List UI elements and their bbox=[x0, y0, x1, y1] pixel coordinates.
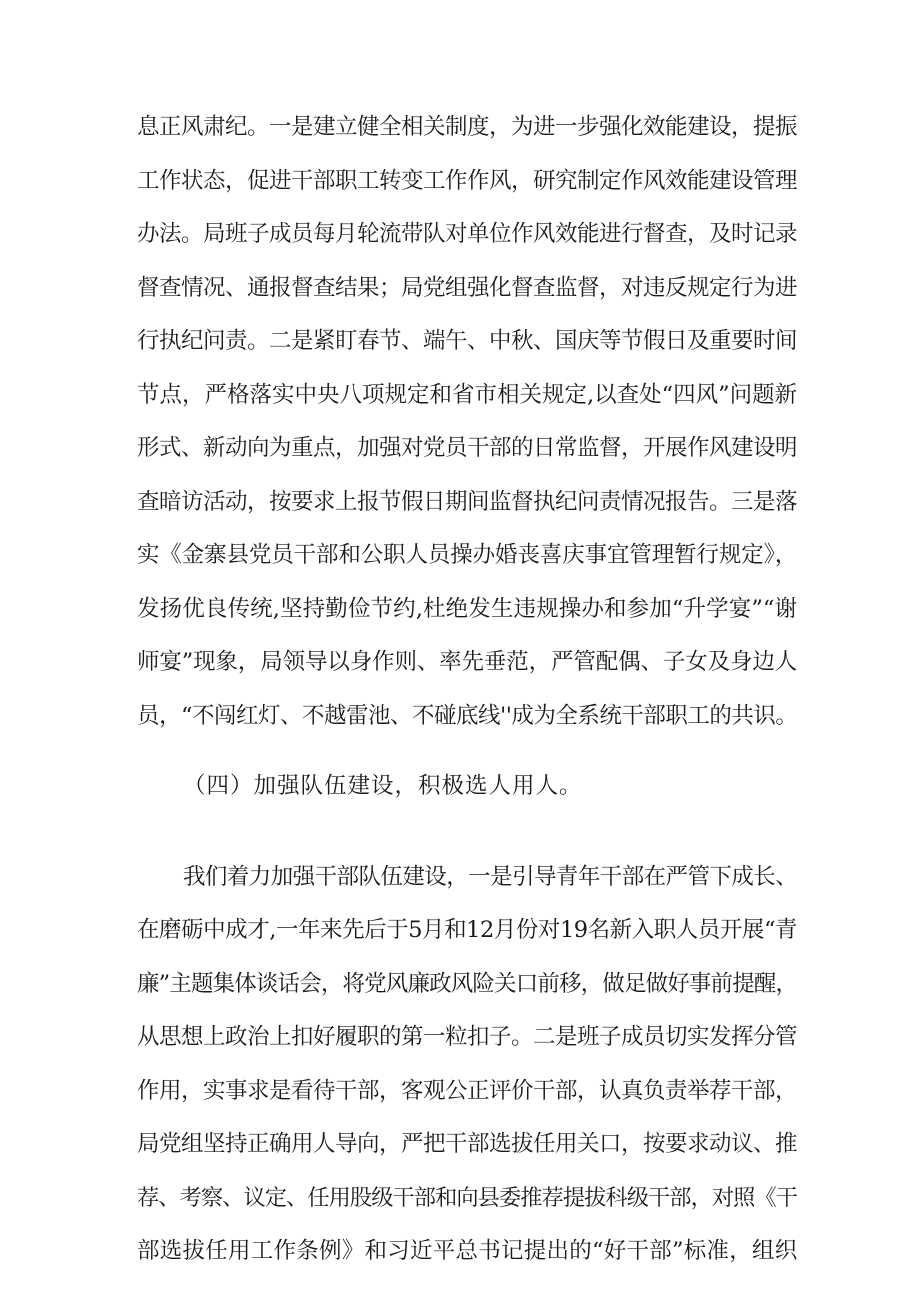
paragraph-line: 节点，严格落实中央八项规定和省市相关规定,以查处“四风”问题新 bbox=[137, 382, 798, 408]
paragraph-line: 我们着力加强干部队伍建设，一是引导青年干部在严管下成长、 bbox=[183, 864, 797, 890]
paragraph-line: 师宴”现象，局领导以身作则、率先垂范，严管配偶、子女及身边人 bbox=[137, 649, 797, 675]
paragraph-line: 部选拔任用工作条例》和习近平总书记提出的“好干部”标准，组织 bbox=[137, 1238, 798, 1264]
paragraph-line: 督查情况、通报督查结果；局党组强化督查监督，对违反规定行为进 bbox=[137, 275, 798, 301]
paragraph-line: 发扬优良传统,坚持勤俭节约,杜绝发生违规操办和参加“升学宴”“谢 bbox=[137, 596, 797, 622]
paragraph-line: 作用，实事求是看待干部，客观公正评价干部，认真负责举荐干部， bbox=[137, 1078, 798, 1104]
paragraph-line: 荐、考察、议定、任用股级干部和向县委推荐提拔科级干部，对照《干 bbox=[137, 1185, 797, 1211]
paragraph-line: 息正风肃纪。一是建立健全相关制度，为进一步强化效能建设，提振 bbox=[137, 114, 798, 140]
paragraph-line: 实《金寨县党员干部和公职人员操办婚丧喜庆事宜管理暂行规定》， bbox=[137, 542, 797, 568]
paragraph-line: 从思想上政治上扣好履职的第一粒扣子。二是班子成员切实发挥分管 bbox=[137, 1024, 798, 1050]
paragraph-line: 行执纪问责。二是紧盯春节、端午、中秋、国庆等节假日及重要时间 bbox=[137, 328, 798, 354]
paragraph-line: 员，“不闯红灯、不越雷池、不碰底线''成为全系统干部职工的共识。 bbox=[137, 703, 798, 729]
paragraph-line: 在磨砺中成才,一年来先后于5月和12月份对19名新入职人员开展“青 bbox=[137, 917, 797, 943]
paragraph-line: 局党组坚持正确用人导向，严把干部选拔任用关口，按要求动议、推 bbox=[137, 1131, 798, 1157]
paragraph-line: 形式、新动向为重点，加强对党员干部的日常监督，开展作风建设明 bbox=[137, 435, 798, 461]
paragraph-line: 办法。局班子成员每月轮流带队对单位作风效能进行督查，及时记录 bbox=[137, 221, 798, 247]
paragraph-line: 廉”主题集体谈话会，将党风廉政风险关口前移，做足做好事前提醒， bbox=[137, 971, 797, 997]
section-heading: （四）加强队伍建设，积极选人用人。 bbox=[183, 773, 583, 799]
paragraph-line: 查暗访活动，按要求上报节假日期间监督执纪问责情况报告。三是落 bbox=[137, 489, 798, 515]
paragraph-line: 工作状态，促进干部职工转变工作作风，研究制定作风效能建设管理 bbox=[137, 168, 798, 194]
